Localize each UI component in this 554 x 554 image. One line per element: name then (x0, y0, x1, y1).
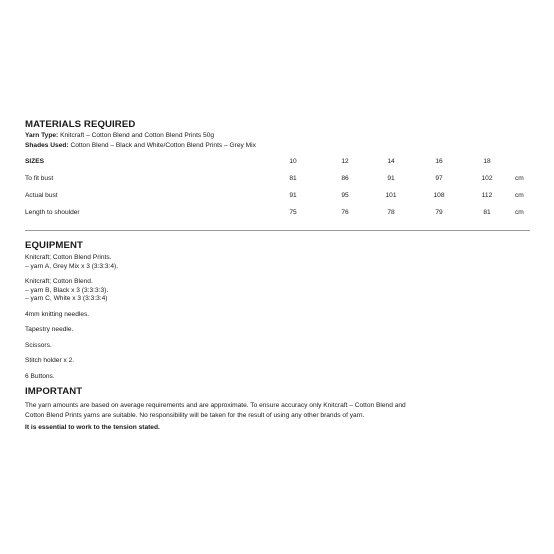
equipment-section (25, 240, 530, 388)
table-cell: 81 (289, 175, 297, 182)
table-cell: 76 (341, 209, 349, 216)
list-item: – yarn A, Grey Mix x 3 (3:3:3:4). (25, 262, 119, 270)
table-cell: 101 (385, 192, 397, 199)
table-row (25, 187, 530, 204)
important-section (25, 386, 530, 433)
tension-note: It is essential to work to the tension stated. (25, 424, 160, 431)
table-cell: 91 (387, 175, 395, 182)
size-header-cell: 18 (483, 158, 491, 165)
list-item: Knitcraft; Cotton Blend. (25, 278, 93, 285)
important-text-line: The yarn amounts are based on average requirements and are approximate. To ensure accuracy only Knitcraft – Cotton Blend and (25, 402, 406, 409)
important-heading: IMPORTANT (25, 386, 83, 397)
materials-heading: MATERIALS REQUIRED (25, 119, 136, 130)
materials-section (25, 119, 530, 150)
unit-label: cm (515, 209, 524, 216)
equipment-block (25, 254, 530, 271)
list-item: – yarn C, White x 3 (3:3:3:4) (25, 295, 108, 302)
shades-line (25, 141, 530, 151)
table-cell: 86 (341, 175, 349, 182)
table-cell: 95 (341, 192, 349, 199)
table-row (25, 170, 530, 187)
equipment-heading: EQUIPMENT (25, 240, 83, 251)
table-cell: 91 (289, 192, 297, 199)
size-header-cell: 12 (341, 158, 349, 165)
sizes-header-row (25, 153, 530, 170)
pattern-page (25, 119, 530, 431)
table-cell: 102 (481, 175, 493, 182)
size-header-cell: 14 (387, 158, 395, 165)
row-label: Length to shoulder (25, 209, 80, 216)
unit-label: cm (515, 175, 524, 182)
yarn-type-label: Yarn Type: (25, 132, 59, 139)
list-item: Scissors. (25, 341, 52, 349)
table-cell: 79 (435, 209, 443, 216)
list-item: Knitcraft; Cotton Blend Prints. (25, 254, 112, 261)
list-item: 4mm knitting needles. (25, 310, 90, 318)
size-header-cell: 10 (289, 158, 297, 165)
row-label: Actual bust (25, 192, 58, 199)
table-cell: 97 (435, 175, 443, 182)
table-cell: 112 (481, 192, 493, 199)
table-cell: 108 (433, 192, 445, 199)
shades-label: Shades Used: (25, 141, 69, 149)
table-cell: 75 (289, 209, 297, 216)
row-label: To fit bust (25, 175, 54, 182)
unit-label: cm (515, 192, 524, 199)
table-cell: 78 (387, 209, 395, 216)
list-item: Stitch holder x 2. (25, 357, 75, 364)
size-header-cell: 16 (435, 158, 443, 165)
important-text-line: Cotton Blend Prints yarns are suitable. No responsibility will be taken for the result of using any other brands of yarn. (25, 411, 365, 419)
section-divider (25, 230, 530, 231)
list-item: – yarn B, Black x 3 (3:3:3:3). (25, 286, 109, 294)
table-cell: 81 (483, 209, 491, 216)
equipment-block (25, 278, 530, 304)
shades-value: Cotton Blend – Black and White/Cotton Blend Prints – Grey Mix (70, 141, 256, 149)
sizes-header-label: SIZES (25, 158, 45, 165)
sizes-table (25, 153, 530, 221)
yarn-type-line (25, 131, 530, 141)
table-row (25, 204, 530, 221)
yarn-type-value: Knitcraft – Cotton Blend and Cotton Blend Prints 50g (60, 132, 215, 139)
list-item: 6 Buttons. (25, 372, 55, 380)
list-item: Tapestry needle. (25, 326, 74, 333)
